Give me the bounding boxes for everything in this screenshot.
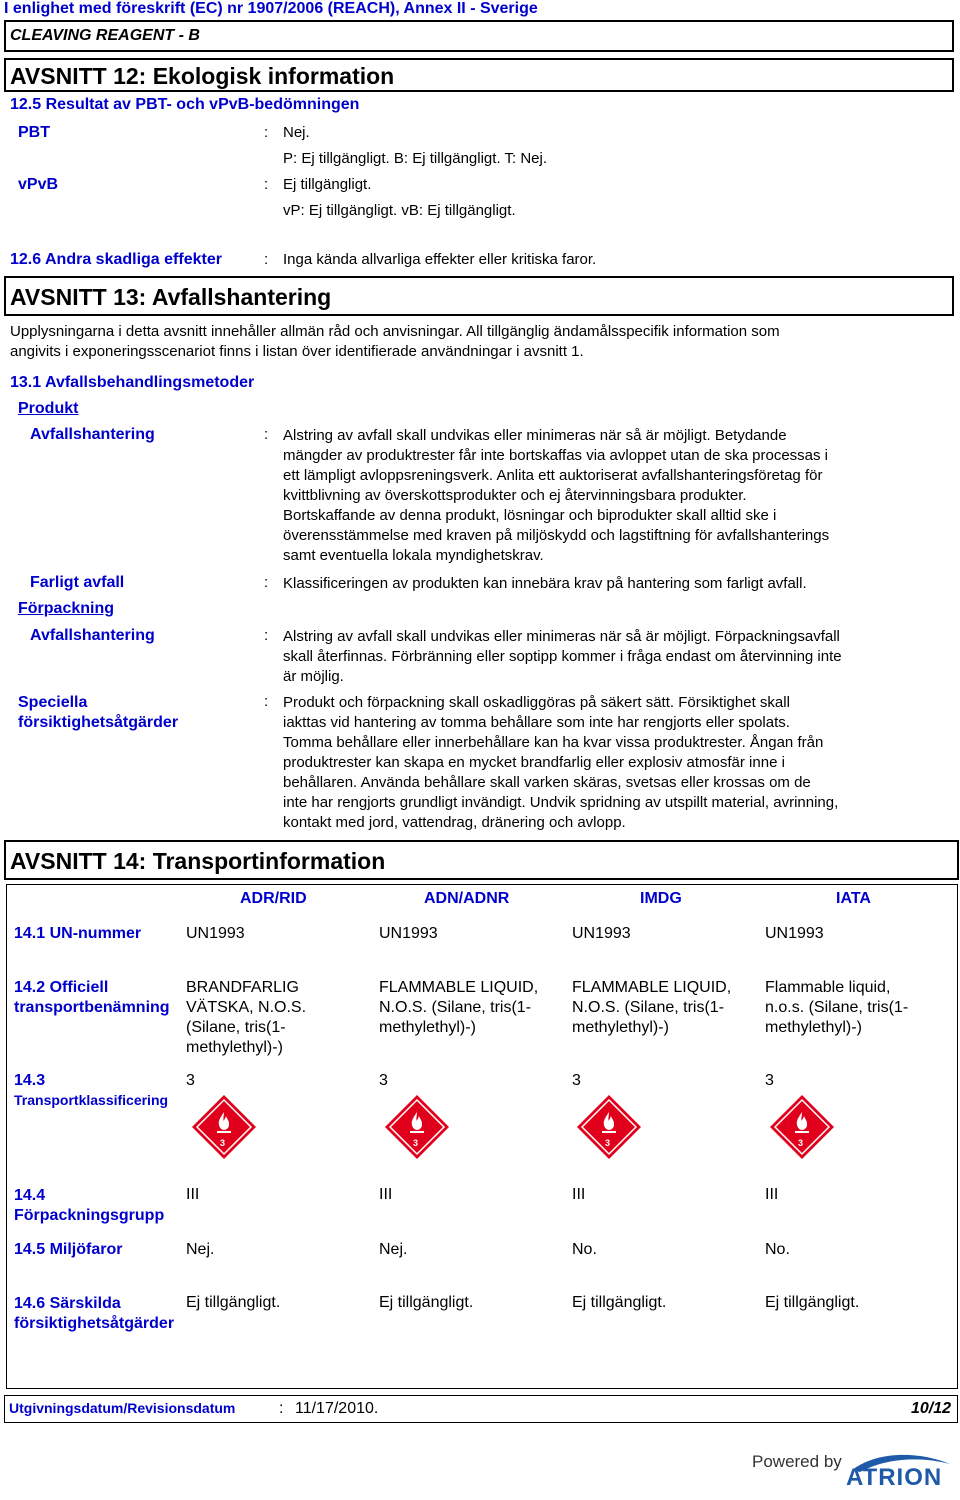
special-adr: Ej tillgängligt. <box>186 1294 281 1311</box>
label-class-number: 3 <box>798 1138 804 1148</box>
section-13-title: AVSNITT 13: Avfallshantering <box>10 284 332 310</box>
waste-handling-line: överensstämmelse med kraven på miljöskydd och lagstiftning för avfallshanterings <box>283 527 830 544</box>
packaging-waste-text <box>283 627 953 687</box>
class-iata: 3 <box>765 1072 774 1089</box>
special-precautions-line: Produkt och förpackning skall oskadliggöras på säkert sätt. Försiktighet skall <box>283 694 790 711</box>
packing-group-label-1: 14.4 <box>14 1187 46 1204</box>
shipping-name-line: Flammable liquid, <box>765 979 891 996</box>
label-class-number: 3 <box>413 1138 419 1148</box>
shipping-name-line: FLAMMABLE LIQUID, <box>379 979 539 996</box>
col-imdg: IMDG <box>640 890 682 907</box>
waste-handling-line: kvittblivning av överskottsprodukter och ej återvinningsbara produkter. <box>283 487 747 504</box>
shipping-name-line: methylethyl)-) <box>379 1019 476 1036</box>
shipping-name-line: methylethyl)-) <box>572 1019 669 1036</box>
pbt-colon: : <box>264 124 269 141</box>
s13-intro <box>10 322 780 342</box>
vpvb-label: vPvB <box>18 176 59 193</box>
waste-handling-line: samt eventuella lokala myndighetskrav. <box>283 547 544 564</box>
shipping-name-adn <box>379 978 538 1038</box>
packaging-waste-label: Avfallshantering <box>30 627 155 644</box>
group-adr: III <box>186 1186 200 1203</box>
vpvb-value: Ej tillgängligt. <box>283 176 372 193</box>
product-name: CLEAVING REAGENT - B <box>10 27 200 44</box>
col-adr-rid: ADR/RID <box>240 890 307 907</box>
env-adn: Nej. <box>379 1241 408 1258</box>
group-adn: III <box>379 1186 393 1203</box>
special-iata: Ej tillgängligt. <box>765 1294 860 1311</box>
waste-handling-line: Bortskaffande av denna produkt, lösningar och biprodukter skall alltid ske i <box>283 507 777 524</box>
special-precautions-colon: : <box>264 693 269 710</box>
transport-class-label-2: Transportklassificering <box>14 1092 169 1108</box>
footer-box <box>4 1395 958 1423</box>
special-precautions-text <box>283 693 943 833</box>
packaging-waste-line: är möjlig. <box>283 668 344 685</box>
s12-5-heading: 12.5 Resultat av PBT- och vPvB-bedömningen <box>10 96 360 113</box>
env-imdg: No. <box>572 1241 597 1258</box>
col-adn-adnr: ADN/ADNR <box>424 890 510 907</box>
section-12-box <box>4 58 954 92</box>
shipping-name-label-1: 14.2 Officiell <box>14 979 109 996</box>
s13-intro-b: All tillgänglig ändamålsspecifik information som <box>466 323 780 340</box>
pbt-label: PBT <box>18 124 50 141</box>
special-precautions-line: kontakt med jord, vattendrag, dränering och avlopp. <box>283 814 626 831</box>
un-iata: UN1993 <box>765 925 824 942</box>
vpvb-detail: vP: Ej tillgängligt. vB: Ej tillgängligt. <box>283 202 516 219</box>
packaging-heading: Förpackning <box>18 600 115 617</box>
section-12-title: AVSNITT 12: Ekologisk information <box>10 63 395 89</box>
section-14-title: AVSNITT 14: Transportinformation <box>10 848 386 874</box>
s13-intro-a: Upplysningarna i detta avsnitt innehåller allmän råd och anvisningar. <box>10 323 463 340</box>
atrion-wordmark: ATRION <box>846 1464 943 1491</box>
flammable-liquid-label-adr <box>191 1094 257 1160</box>
waste-handling-line: ett lämpligt avloppsreningsverk. Anlita ett auktoriserat avfallshanteringsföretag för <box>283 467 823 484</box>
waste-handling-line: Alstring av avfall skall undvikas eller minimeras när så är möjligt. Betydande <box>283 427 787 444</box>
shipping-name-line: (Silane, tris(1- <box>186 1019 286 1036</box>
packaging-waste-line: skall återfinnas. Förbränning eller soptipp kommer i fråga endast om återvinning inte <box>283 648 842 665</box>
special-adn: Ej tillgängligt. <box>379 1294 474 1311</box>
waste-handling-text <box>283 426 943 566</box>
special-transport-label-2: försiktighetsåtgärder <box>14 1315 175 1332</box>
shipping-name-line: methylethyl)-) <box>186 1039 283 1056</box>
waste-handling-label: Avfallshantering <box>30 426 155 443</box>
shipping-name-line: n.o.s. (Silane, tris(1- <box>765 999 909 1016</box>
shipping-name-line: VÄTSKA, N.O.S. <box>186 999 307 1016</box>
waste-handling-colon: : <box>264 426 269 443</box>
produkt-heading: Produkt <box>18 400 79 417</box>
col-iata: IATA <box>836 890 871 907</box>
section-13-box <box>4 276 954 316</box>
shipping-name-line: N.O.S. (Silane, tris(1- <box>379 999 532 1016</box>
hazardous-waste-value: Klassificeringen av produkten kan innebära krav på hantering som farligt avfall. <box>283 575 807 592</box>
shipping-name-line: BRANDFARLIG <box>186 979 299 996</box>
special-precautions-line: produktrester kan skapa en mycket brandfarlig eller explosiv atmosfär inne i <box>283 754 785 771</box>
special-precautions-label <box>18 693 178 733</box>
other-effects-value: Inga kända allvarliga effekter eller kritiska faror. <box>283 251 597 268</box>
hazardous-waste-colon: : <box>264 574 269 591</box>
un-adn: UN1993 <box>379 925 438 942</box>
env-hazards-label: 14.5 Miljöfaror <box>14 1241 123 1258</box>
label-class-number: 3 <box>220 1138 226 1148</box>
special-transport-label-1: 14.6 Särskilda <box>14 1295 121 1312</box>
powered-by-text: Powered by <box>752 1452 842 1471</box>
special-precautions-label-1: Speciella <box>18 694 88 711</box>
shipping-name-adr <box>186 978 306 1058</box>
special-precautions-line: inte har rengjorts grundligt invändigt. Undvik spridning av utspillt material, avrinning, <box>283 794 839 811</box>
product-name-box <box>4 20 954 52</box>
group-iata: III <box>765 1186 779 1203</box>
hazardous-waste-label: Farligt avfall <box>30 574 125 591</box>
regulation-header: I enlighet med föreskrift (EC) nr 1907/2006 (REACH), Annex II - Sverige <box>4 0 538 17</box>
atrion-logo <box>846 1444 958 1492</box>
transport-class-label-1: 14.3 <box>14 1072 46 1089</box>
s13-1-heading: 13.1 Avfallsbehandlingsmetoder <box>10 374 255 391</box>
footer-colon: : <box>279 1400 284 1417</box>
class-adn: 3 <box>379 1072 388 1089</box>
flammable-liquid-label-adn <box>384 1094 450 1160</box>
packing-group-label-2: Förpackningsgrupp <box>14 1207 165 1224</box>
section-14-box <box>4 840 959 880</box>
special-transport-label <box>14 1294 174 1334</box>
packaging-waste-line: Alstring av avfall skall undvikas eller minimeras när så är möjligt. Förpackningsavfall <box>283 628 840 645</box>
special-precautions-label-2: försiktighetsåtgärder <box>18 714 179 731</box>
env-iata: No. <box>765 1241 790 1258</box>
group-imdg: III <box>572 1186 586 1203</box>
class-adr: 3 <box>186 1072 195 1089</box>
special-imdg: Ej tillgängligt. <box>572 1294 667 1311</box>
packaging-waste-colon: : <box>264 627 269 644</box>
flammable-liquid-label-iata <box>769 1094 835 1160</box>
pbt-value: Nej. <box>283 124 310 141</box>
label-class-number: 3 <box>605 1138 611 1148</box>
footer-page: 10/12 <box>910 1400 951 1417</box>
waste-handling-line: mängder av produktrester får inte bortskaffas via avloppet utan de ska processas i <box>283 447 829 464</box>
special-precautions-line: Tomma behållare eller innerbehållare kan ha kvar vissa produktrester. Ångan från <box>283 734 824 751</box>
footer-date-label: Utgivningsdatum/Revisionsdatum <box>9 1400 236 1416</box>
pbt-detail: P: Ej tillgängligt. B: Ej tillgängligt. T: Nej. <box>283 150 548 167</box>
shipping-name-label <box>14 978 170 1018</box>
flammable-liquid-label-imdg <box>576 1094 642 1160</box>
shipping-name-line: FLAMMABLE LIQUID, <box>572 979 732 996</box>
un-imdg: UN1993 <box>572 925 631 942</box>
env-adr: Nej. <box>186 1241 215 1258</box>
other-effects-colon: : <box>264 251 269 268</box>
shipping-name-imdg <box>572 978 731 1038</box>
shipping-name-line: methylethyl)-) <box>765 1019 862 1036</box>
s13-intro-c: angivits i exponeringsscenariot finns i listan över identifierade användningar i avsnitt 1. <box>10 343 584 360</box>
shipping-name-line: N.O.S. (Silane, tris(1- <box>572 999 725 1016</box>
un-adr: UN1993 <box>186 925 245 942</box>
shipping-name-label-2: transportbenämning <box>14 999 170 1016</box>
class-imdg: 3 <box>572 1072 581 1089</box>
shipping-name-iata <box>765 978 908 1038</box>
un-number-label: 14.1 UN-nummer <box>14 925 142 942</box>
special-precautions-line: iakttas vid hantering av tomma behållare som inte har rengjorts eller spolats. <box>283 714 790 731</box>
other-effects-label: 12.6 Andra skadliga effekter <box>10 251 222 268</box>
packing-group-label <box>14 1186 164 1226</box>
special-precautions-line: behållaren. Använda behållare skall varken skäras, svetsas eller krossas om de <box>283 774 811 791</box>
vpvb-colon: : <box>264 176 269 193</box>
footer-date: 11/17/2010. <box>295 1400 379 1417</box>
